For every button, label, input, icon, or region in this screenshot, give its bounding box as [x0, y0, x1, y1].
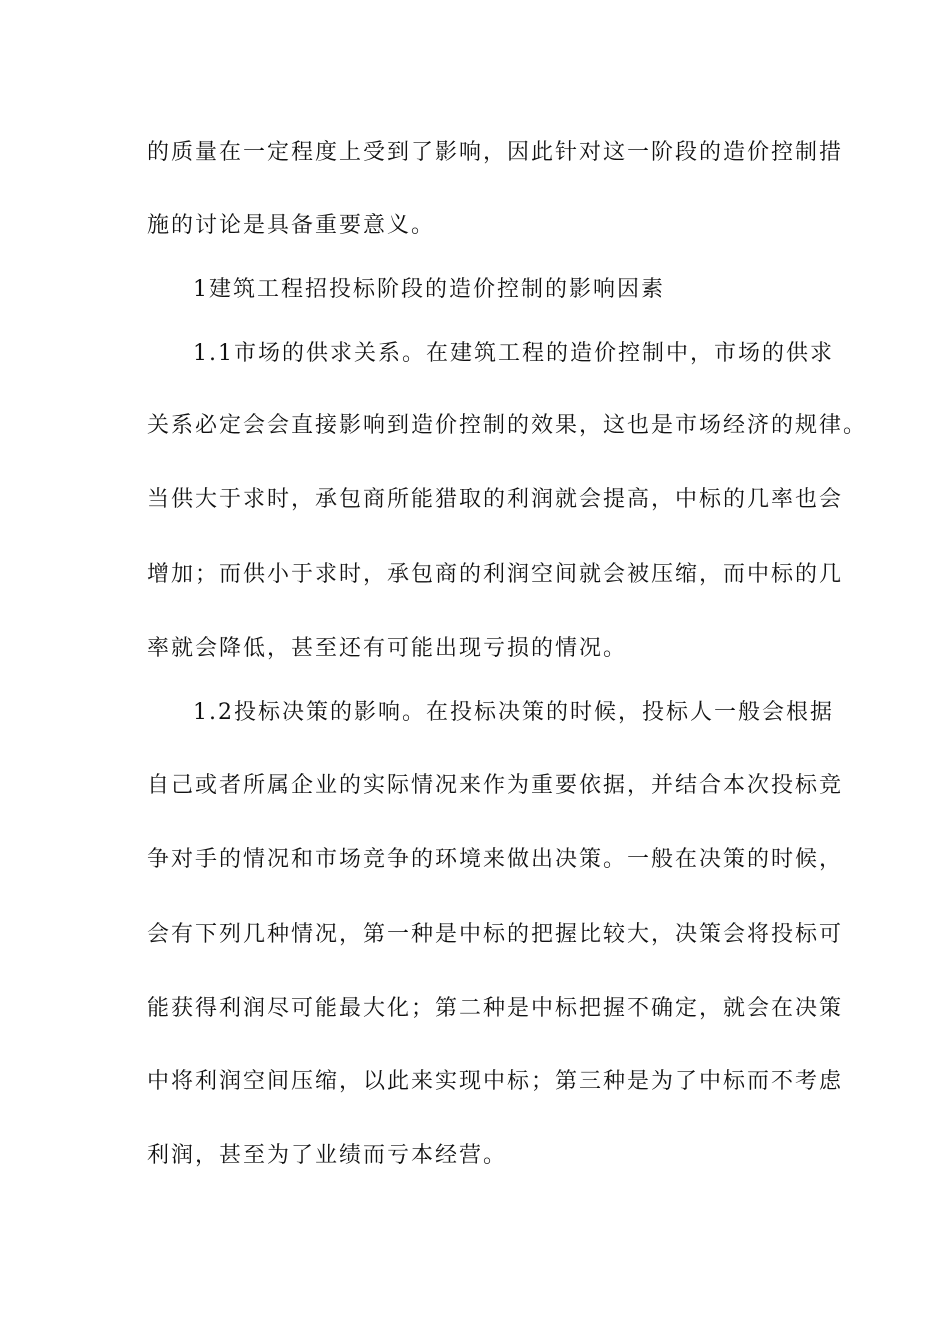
- body-text-line: 当供大于求时，承包商所能猎取的利润就会提高，中标的几率也会: [147, 487, 844, 512]
- body-text-line: 的质量在一定程度上受到了影响，因此针对这一阶段的造价控制措: [147, 140, 844, 165]
- body-text-line: 利润，甚至为了业绩而亏本经营。: [147, 1143, 508, 1168]
- body-text-line: 增加；而供小于求时，承包商的利润空间就会被压缩，而中标的几: [147, 562, 844, 587]
- subsection-paragraph-start: 1.2投标决策的影响。在投标决策的时候，投标人一般会根据: [193, 700, 834, 725]
- body-text-line: 中将利润空间压缩，以此来实现中标；第三种是为了中标而不考虑: [147, 1069, 844, 1094]
- body-text-line: 会有下列几种情况，第一种是中标的把握比较大，决策会将投标可: [147, 922, 844, 947]
- subsection-paragraph-start: 1.1市场的供求关系。在建筑工程的造价控制中，市场的供求: [193, 341, 834, 366]
- body-text-line: 能获得利润尽可能最大化；第二种是中标把握不确定，就会在决策: [147, 996, 844, 1021]
- body-text-line: 率就会降低，甚至还有可能出现亏损的情况。: [147, 636, 628, 661]
- section-heading: 1建筑工程招投标阶段的造价控制的影响因素: [193, 277, 665, 302]
- body-text-line: 争对手的情况和市场竞争的环境来做出决策。一般在决策的时候，: [147, 847, 844, 872]
- body-text-line: 关系必定会会直接影响到造价控制的效果，这也是市场经济的规律。: [147, 413, 868, 438]
- body-text-line: 自己或者所属企业的实际情况来作为重要依据，并结合本次投标竞: [147, 773, 844, 798]
- body-text-line: 施的讨论是具备重要意义。: [147, 213, 436, 238]
